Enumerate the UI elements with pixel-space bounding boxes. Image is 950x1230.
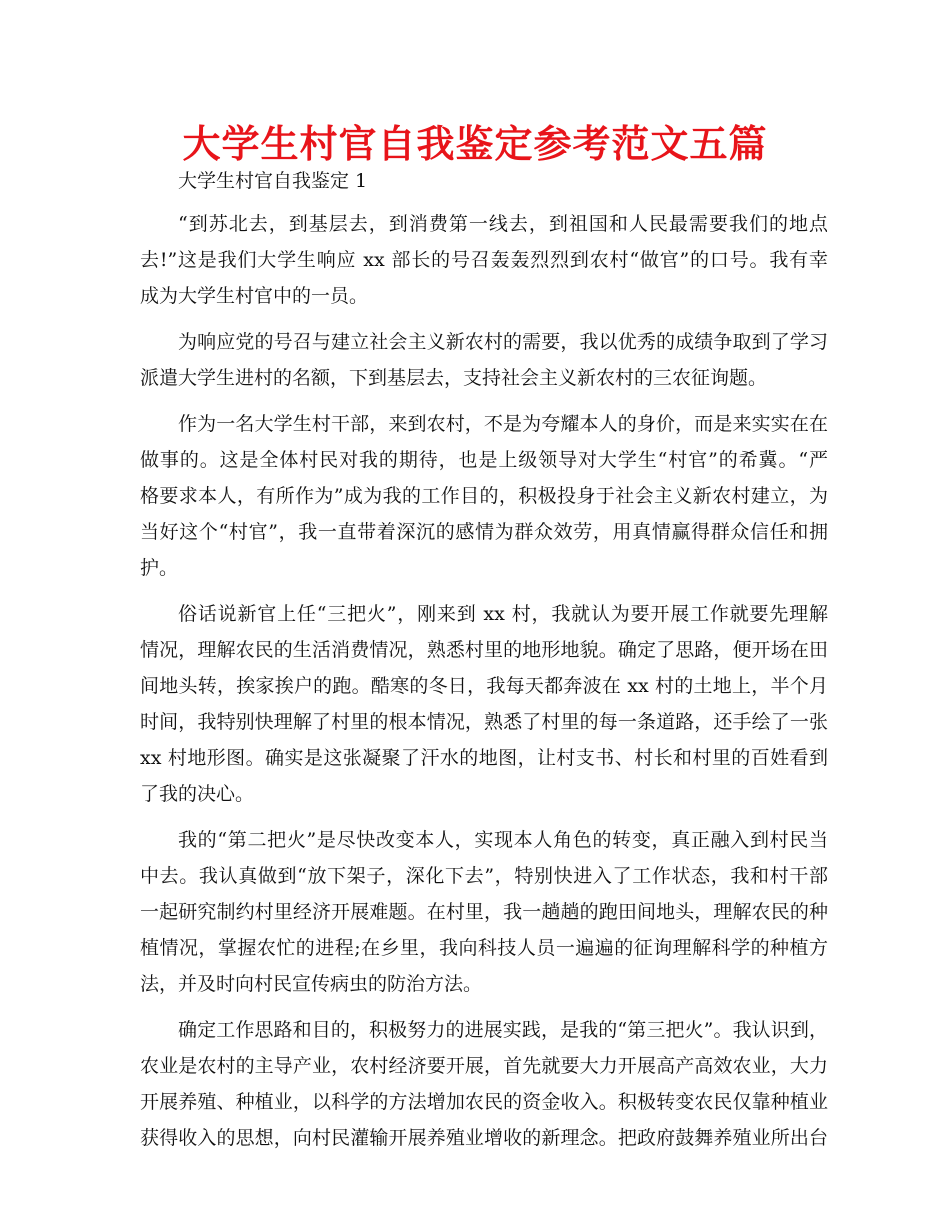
text-line: 了我的决心。 <box>140 783 255 805</box>
text-line: xx 村地形图。确实是这张凝聚了汗水的地图，让村支书、村长和村里的百姓看到 <box>140 747 828 769</box>
text-line: 我的“第二把火”是尽快改变本人，实现本人角色的转变，真正融入到村民当 <box>178 829 828 851</box>
text-line: 俗话说新官上任“三把火”，刚来到 xx 村，我就认为要开展工作就要先理解 <box>178 603 828 625</box>
text-line: 农业是农村的主导产业，农村经济要开展，首先就要大力开展高产高效农业，大力 <box>140 1055 828 1077</box>
paragraph <box>140 1012 828 1156</box>
text-line: 格要求本人，有所作为”成为我的工作目的，积极投身于社会主义新农村建立，为 <box>140 485 828 507</box>
text-line: 法，并及时向村民宣传病虫的防治方法。 <box>140 973 483 995</box>
document-body <box>140 166 828 1164</box>
text-line: 确定工作思路和目的，积极努力的进展实践，是我的“第三把火”。我认识到， <box>178 1019 828 1041</box>
paragraph <box>140 822 828 1002</box>
text-line: 间地头转，挨家挨户的跑。酷寒的冬日，我每天都奔波在 xx 村的土地上，半个月 <box>140 675 828 697</box>
text-line: 为响应党的号召与建立社会主义新农村的需要，我以优秀的成绩争取到了学习 <box>178 331 828 353</box>
text-line: 派遣大学生进村的名额，下到基层去，支持社会主义新农村的三农征询题。 <box>140 367 768 389</box>
document-title: 大学生村官自我鉴定参考范文五篇 <box>182 121 768 166</box>
text-line: 去!”这是我们大学生响应 xx 部长的号召轰轰烈烈到农村“做官”的口号。我有幸 <box>140 249 828 271</box>
section-subheading: 大学生村官自我鉴定 1 <box>178 170 368 192</box>
text-line: 开展养殖、种植业，以科学的方法增加农民的资金收入。积极转变农民仅靠种植业 <box>140 1091 828 1113</box>
text-line: 做事的。这是全体村民对我的期待，也是上级领导对大学生“村官”的希冀。“严 <box>140 449 828 471</box>
paragraph <box>140 406 828 586</box>
text-line: 作为一名大学生村干部，来到农村，不是为夸耀本人的身价，而是来实实在在 <box>178 413 828 435</box>
text-line: 中去。我认真做到“放下架子，深化下去”，特别快进入了工作状态，我和村干部 <box>140 865 828 887</box>
paragraph <box>140 206 828 314</box>
text-line: “到苏北去，到基层去，到消费第一线去，到祖国和人民最需要我们的地点 <box>178 213 828 235</box>
text-line: 情况，理解农民的生活消费情况，熟悉村里的地形地貌。确定了思路，便开场在田 <box>140 639 828 661</box>
text-line: 一起研究制约村里经济开展难题。在村里，我一趟趟的跑田间地头，理解农民的种 <box>140 901 828 923</box>
text-line: 成为大学生村官中的一员。 <box>140 285 369 307</box>
text-line: 当好这个“村官”，我一直带着深沉的感情为群众效劳，用真情赢得群众信任和拥 <box>140 521 828 543</box>
paragraph <box>140 596 828 812</box>
text-line: 时间，我特别快理解了村里的根本情况，熟悉了村里的每一条道路，还手绘了一张 <box>140 711 828 733</box>
paragraph <box>140 324 828 396</box>
text-line: 护。 <box>140 557 179 579</box>
text-line: 获得收入的思想，向村民灌输开展养殖业增收的新理念。把政府鼓舞养殖业所出台 <box>140 1127 828 1149</box>
text-line: 植情况，掌握农忙的进程;在乡里，我向科技人员一遍遍的征询理解科学的种植方 <box>140 937 828 959</box>
